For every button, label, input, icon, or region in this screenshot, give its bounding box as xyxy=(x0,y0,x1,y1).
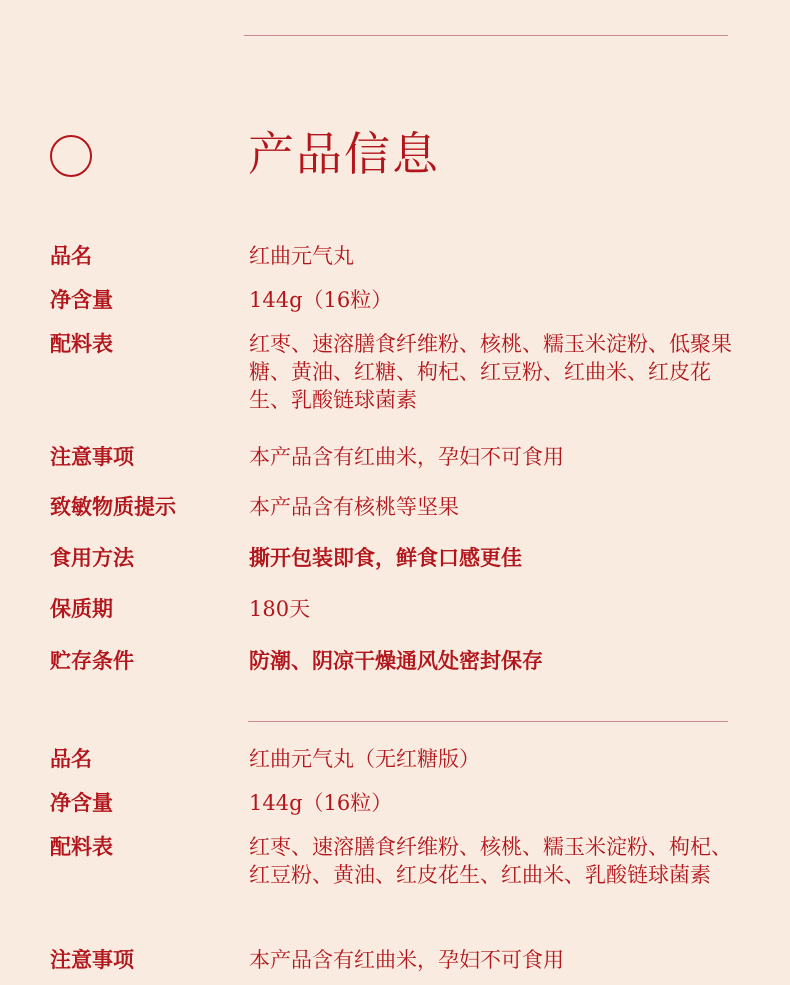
value-usage: 撕开包装即食，鲜食口感更佳 xyxy=(249,545,522,570)
label-net-content-2: 净含量 xyxy=(50,790,113,815)
label-allergen: 致敏物质提示 xyxy=(50,494,176,519)
label-ingredients: 配料表 xyxy=(50,331,113,356)
value-allergen: 本产品含有核桃等坚果 xyxy=(249,495,459,519)
top-divider xyxy=(244,35,728,36)
value-ingredients-2: 红枣、速溶膳食纤维粉、核桃、糯玉米淀粉、枸杞、红豆粉、黄油、红皮花生、红曲米、乳酸链球菌素 xyxy=(249,835,732,887)
label-product-name: 品名 xyxy=(50,243,92,268)
label-net-content: 净含量 xyxy=(50,287,113,312)
value-net-content-2: 144g（16粒） xyxy=(249,791,393,815)
label-usage: 食用方法 xyxy=(50,545,134,570)
label-notice: 注意事项 xyxy=(50,444,134,469)
circle-icon xyxy=(50,135,92,177)
value-shelf-life: 180天 xyxy=(249,597,311,621)
value-notice: 本产品含有红曲米，孕妇不可食用 xyxy=(249,445,564,469)
value-notice-2: 本产品含有红曲米，孕妇不可食用 xyxy=(249,948,564,972)
label-storage: 贮存条件 xyxy=(50,648,134,673)
section-title: 产品信息 xyxy=(248,127,440,181)
value-ingredients: 红枣、速溶膳食纤维粉、核桃、糯玉米淀粉、低聚果糖、黄油、红糖、枸杞、红豆粉、红曲米、红皮花生、乳酸链球菌素 xyxy=(249,332,732,412)
label-notice-2: 注意事项 xyxy=(50,947,134,972)
label-product-name-2: 品名 xyxy=(50,746,92,771)
label-shelf-life: 保质期 xyxy=(50,596,113,621)
middle-divider xyxy=(248,721,728,722)
value-product-name: 红曲元气丸 xyxy=(249,244,354,268)
value-net-content: 144g（16粒） xyxy=(249,288,393,312)
value-storage: 防潮、阴凉干燥通风处密封保存 xyxy=(249,648,543,673)
label-ingredients-2: 配料表 xyxy=(50,834,113,859)
value-product-name-2: 红曲元气丸（无红糖版） xyxy=(249,747,480,771)
